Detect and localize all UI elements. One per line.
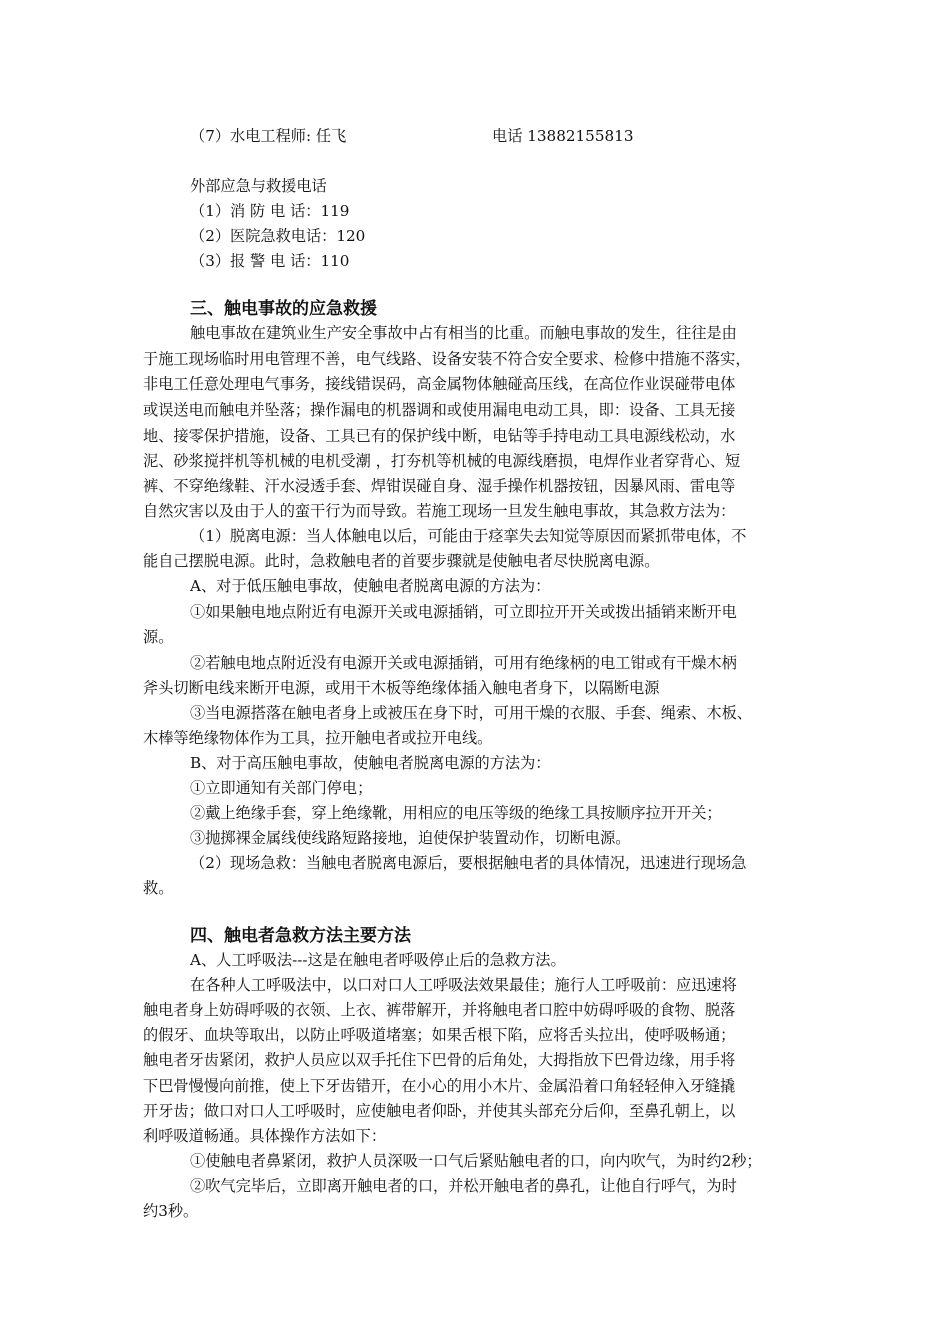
external-contact-hospital: （2）医院急救电话：120 [190,227,366,245]
section-3-line: 能自己摆脱电源。此时，急救触电者的首要步骤就是使触电者尽快脱离电源。 [143,552,660,570]
section-3-line: 泥、砂浆搅拌机等机械的电机受潮 ，打夯机等机械的电源线磨损，电焊作业者穿背心、短 [143,452,741,470]
section-3-line: 救。 [143,879,174,897]
section-3-line: ③当电源搭落在触电者身上或被压在身下时，可用干燥的衣服、手套、绳索、木板、 [190,704,752,722]
section-4-line: 的假牙、血块等取出，以防止呼吸道堵塞；如果舌根下陷，应将舌头拉出，使呼吸畅通； [143,1026,736,1044]
section-3-line: 自然灾害以及由于人的蛮干行为而导致。若施工现场一旦发生触电事故，其急救方法为： [143,502,736,520]
section-4-line: ①使触电者鼻紧闭，救护人员深吸一口气后紧贴触电者的口，向内吹气，为时约2秒； [190,1152,762,1170]
section-3-line: ②戴上绝缘手套，穿上绝缘靴，用相应的电压等级的绝缘工具按顺序拉开开关； [190,804,722,822]
section-4-line: 触电者牙齿紧闭，救护人员应以双手托住下巴骨的后角处，大拇指放下巴骨边缘，用手将 [143,1051,736,1069]
external-contact-police: （3）报 警 电 话：110 [190,252,350,270]
section-4-line: ②吹气完毕后，立即离开触电者的口，并松开触电者的鼻孔，让他自行呼气，为时 [190,1177,737,1195]
section-4-line: 约3秒。 [143,1202,199,1220]
section-3-line: 触电事故在建筑业生产安全事故中占有相当的比重。而触电事故的发生，往往是由 [190,324,737,342]
section-3-line: 源。 [143,628,174,646]
section-4-line: 触电者身上妨碍呼吸的衣领、上衣、裤带解开，并将触电者口腔中妨碍呼吸的食物、脱落 [143,1001,736,1019]
section-3-line: 于施工现场临时用电管理不善，电气线路、设备安装不符合安全要求、检修中措施不落实， [143,350,751,368]
section-4-line: 利呼吸道畅通。具体操作方法如下： [143,1127,386,1145]
section-4-line: 开牙齿；做口对口人工呼吸时，应使触电者仰卧，并使其头部充分后仰，至鼻孔朝上，以 [143,1102,736,1120]
engineer-contact: （7）水电工程师: 任飞 [190,127,347,145]
section-3-line: （2）现场急救：当触电者脱离电源后，要根据触电者的具体情况，迅速进行现场急 [190,854,747,872]
section-4-line: 下巴骨慢慢向前推，使上下牙齿错开，在小心的用小木片、金属沿着口角轻轻伸入牙缝撬 [143,1077,736,1095]
section-3-line: 裤、不穿绝缘鞋、汗水浸透手套、焊钳误碰自身、湿手操作机器按钮，因暴风雨、雷电等 [143,477,736,495]
section-3-line: ①如果触电地点附近有电源开关或电源插销，可立即拉开开关或拨出插销来断开电 [190,603,737,621]
section-3-line: （1）脱离电源：当人体触电以后，可能由于痉挛失去知觉等原因而紧抓带电体，不 [190,527,747,545]
section-3-line: ①立即通知有关部门停电； [190,779,373,797]
section-3-line: 地、接零保护措施，设备、工具已有的保护线中断，电钻等手持电动工具电源线松动，水 [143,427,736,445]
section-3-line: 斧头切断电线来断开电源，或用干木板等绝缘体插入触电者身下，以隔断电源 [143,679,660,697]
section-4-line: 在各种人工呼吸法中，以口对口人工呼吸法效果最佳；施行人工呼吸前：应迅速将 [190,976,737,994]
section-3-heading: 三、触电事故的应急救援 [190,299,377,319]
engineer-phone: 电话 13882155813 [492,127,634,145]
section-3-line: 或误送电而触电并坠落；操作漏电的机器调和或使用漏电电动工具，即：设备、工具无接 [143,401,736,419]
section-3-line: B、对于高压触电事故，使触电者脱离电源的方法为： [190,754,551,772]
section-3-line: 非电工任意处理电气事务，接线错误码，高金属物体触碰高压线，在高位作业误碰带电体 [143,375,736,393]
section-3-line: ②若触电地点附近没有电源开关或电源插销，可用有绝缘柄的电工钳或有干燥木柄 [190,654,737,672]
section-3-line: A、对于低压触电事故，使触电者脱离电源的方法为： [190,577,551,595]
section-3-line: 木棒等绝缘物体作为工具，拉开触电者或拉开电线。 [143,729,493,747]
section-4-heading: 四、触电者急救方法主要方法 [190,926,411,946]
section-4-line: A、人工呼吸法---这是在触电者呼吸停止后的急救方法。 [190,951,566,969]
external-contact-fire: （1）消 防 电 话：119 [190,202,350,220]
external-contacts-title: 外部应急与救援电话 [190,177,327,195]
section-3-line: ③抛掷裸金属线使线路短路接地，迫使保护装置动作，切断电源。 [190,829,631,847]
